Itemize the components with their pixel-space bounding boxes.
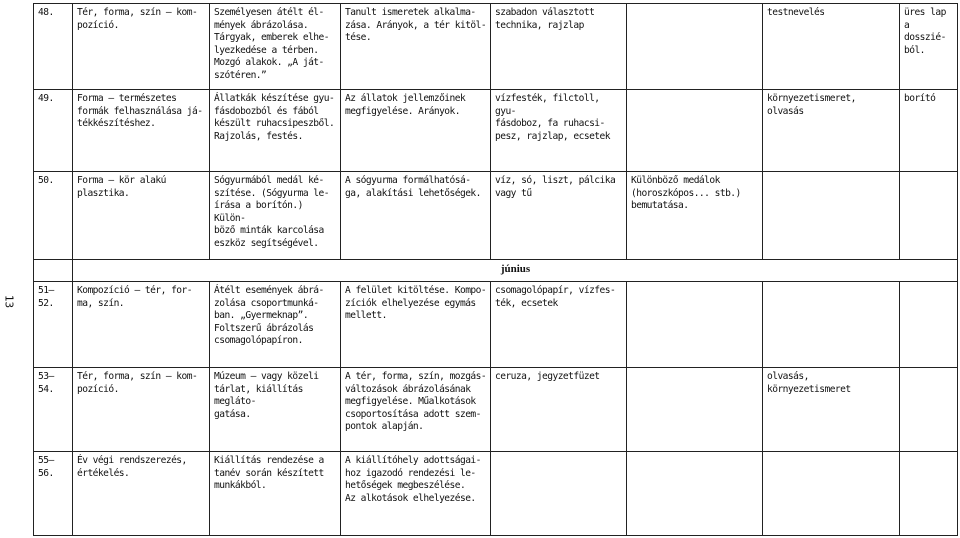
topic-cell: Kompozíció – tér, for- ma, szín. <box>73 282 210 368</box>
page-number: 13 <box>2 294 16 309</box>
tools-cell: vízfesték, filctoll, gyu- fásdoboz, fa ruhacsi- pesz, rajzlap, ecsetek <box>491 90 627 172</box>
goals-cell: A tér, forma, szín, mozgás- változások ábrázolásának megfigyelése. Műalkotások csoportosítása adott szem- pontok alapján. <box>341 368 491 452</box>
curriculum-table <box>33 3 958 536</box>
topic-cell: Forma – természetes formák felhasználása já- tékkészítéshez. <box>73 90 210 172</box>
notes-cell: üres lap a dosszié- ból. <box>900 4 958 90</box>
lesson-number-cell: 55–56. <box>34 452 73 536</box>
table-row <box>34 452 958 536</box>
tools-cell: ceruza, jegyzetfüzet <box>491 368 627 452</box>
extra-cell <box>627 282 763 368</box>
activity-cell: Átélt események ábrá- zolása csoportmunká- ban. „Gyermeknap”. Foltszerű ábrázolás csomagolópapíron. <box>210 282 341 368</box>
tools-cell <box>491 452 627 536</box>
tools-cell: csomagolópapír, vízfes- ték, ecsetek <box>491 282 627 368</box>
topic-cell: Forma – kör alakú plasztika. <box>73 172 210 260</box>
month-row <box>34 260 958 282</box>
activity-cell: Múzeum – vagy közeli tárlat, kiállítás megláto- gatása. <box>210 368 341 452</box>
goals-cell: A kiállítóhely adottságai- hoz igazodó rendezési le- hetőségek megbeszélése. Az alkotások elhelyezése. <box>341 452 491 536</box>
month-heading: június <box>73 260 958 282</box>
links-cell: testnevelés <box>763 4 900 90</box>
activity-cell: Állatkák készítése gyu- fásdobozból és fából készült ruhacsipeszből. Rajzolás, festés. <box>210 90 341 172</box>
month-spacer-cell <box>34 260 73 282</box>
table-row <box>34 90 958 172</box>
table-row <box>34 4 958 90</box>
extra-cell: Különböző medálok (horoszkópos... stb.) bemutatása. <box>627 172 763 260</box>
tools-cell: víz, só, liszt, pálcika vagy tű <box>491 172 627 260</box>
goals-cell: A felület kitöltése. Kompo- zíciók elhelyezése egymás mellett. <box>341 282 491 368</box>
activity-cell: Kiállítás rendezése a tanév során készített munkákból. <box>210 452 341 536</box>
notes-cell <box>900 172 958 260</box>
goals-cell: A sógyurma formálhatósá- ga, alakítási lehetőségek. <box>341 172 491 260</box>
topic-cell: Tér, forma, szín – kom- pozíció. <box>73 4 210 90</box>
lesson-number-cell: 50. <box>34 172 73 260</box>
notes-cell <box>900 282 958 368</box>
lesson-number-cell: 53–54. <box>34 368 73 452</box>
notes-cell: borító <box>900 90 958 172</box>
lesson-number-cell: 48. <box>34 4 73 90</box>
links-cell: környezetismeret, olvasás <box>763 90 900 172</box>
activity-cell: Sógyurmából medál ké- szítése. (Sógyurma le- írása a borítón.) Külön- böző minták karcolása eszköz segítségével. <box>210 172 341 260</box>
tools-cell: szabadon választott technika, rajzlap <box>491 4 627 90</box>
activity-cell: Személyesen átélt él- mények ábrázolása. Tárgyak, emberek elhe- lyezkedése a térben. Mozgó alakok. „A ját- szótéren.” <box>210 4 341 90</box>
table-row <box>34 368 958 452</box>
table-row <box>34 172 958 260</box>
topic-cell: Tér, forma, szín – kom- pozíció. <box>73 368 210 452</box>
topic-cell: Év végi rendszerezés, értékelés. <box>73 452 210 536</box>
goals-cell: Tanult ismeretek alkalma- zása. Arányok, a tér kitöl- tése. <box>341 4 491 90</box>
links-cell <box>763 282 900 368</box>
lesson-number-cell: 51–52. <box>34 282 73 368</box>
notes-cell <box>900 368 958 452</box>
extra-cell <box>627 90 763 172</box>
lesson-number-cell: 49. <box>34 90 73 172</box>
goals-cell: Az állatok jellemzőinek megfigyelése. Arányok. <box>341 90 491 172</box>
table-row <box>34 282 958 368</box>
notes-cell <box>900 452 958 536</box>
extra-cell <box>627 4 763 90</box>
extra-cell <box>627 368 763 452</box>
links-cell: olvasás, környezetismeret <box>763 368 900 452</box>
extra-cell <box>627 452 763 536</box>
links-cell <box>763 172 900 260</box>
links-cell <box>763 452 900 536</box>
